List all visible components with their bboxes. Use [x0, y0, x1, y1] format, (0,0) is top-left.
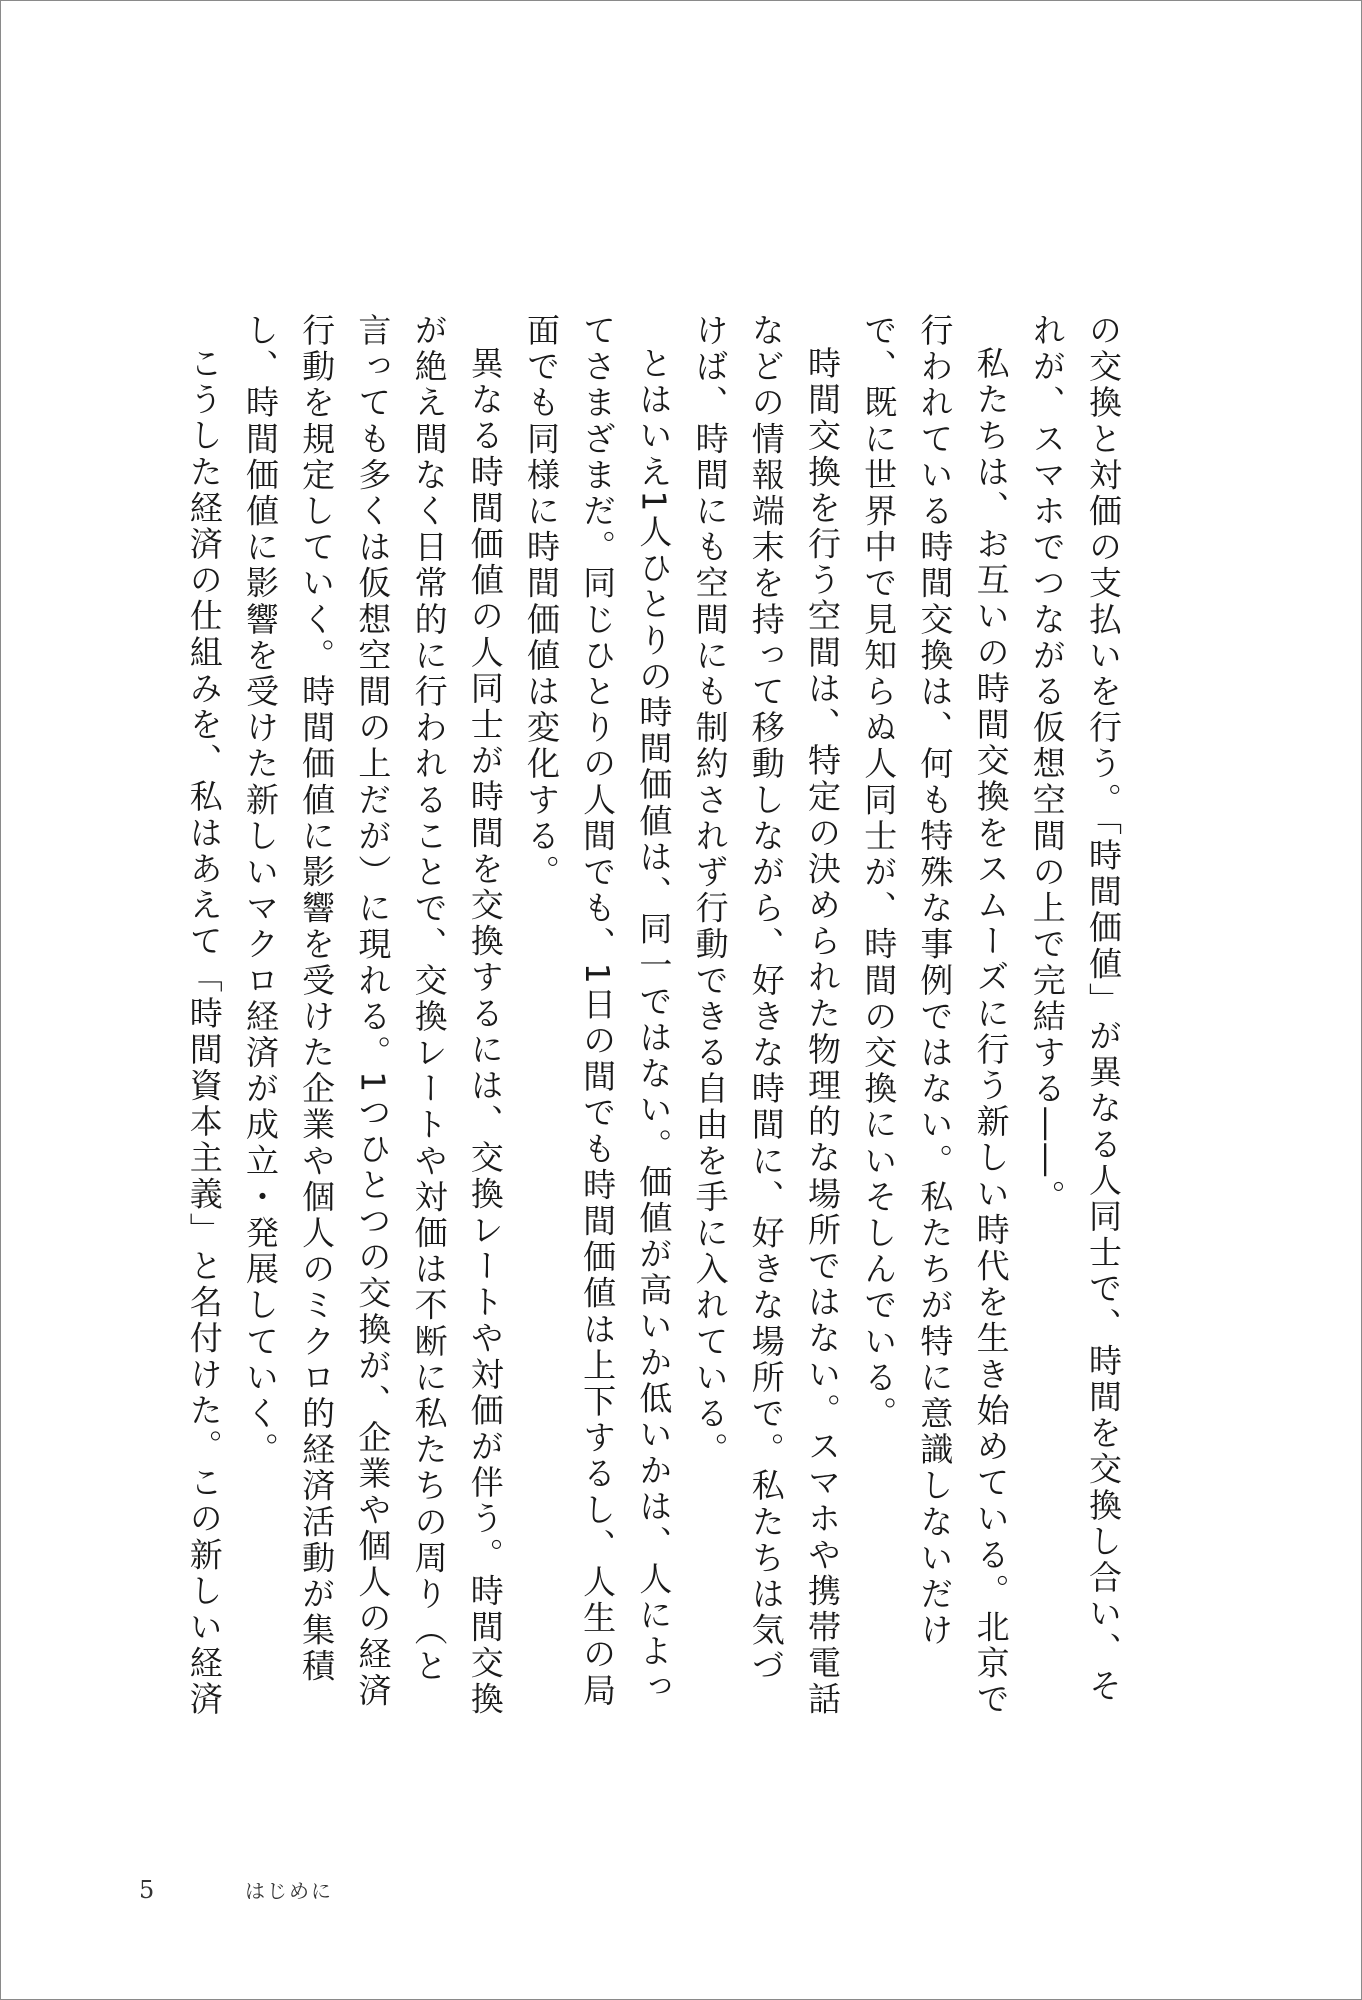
- running-head: はじめに: [245, 1879, 333, 1903]
- paragraph-3: 時間交換を行う空間は、特定の決められた物理的な場所ではない。スマホや携帯電話などの情報端末を持って移動しながら、好きな時間に、好きな場所で。私たちは気づけば、時間にも空間にも制約されず行動できる自由を手に入れている。: [690, 313, 842, 1718]
- page-number: 5: [139, 1876, 155, 1904]
- paragraph-1: の交換と対価の支払いを行う。「時間価値」が異なる人同士で、時間を交換し合い、それが、スマホでつながる仮想空間の上で完結する――。: [1027, 313, 1123, 1705]
- paragraph-6: こうした経済の仕組みを、私はあえて「時間資本主義」と名付けた。この新しい経済: [184, 346, 224, 1718]
- vertical-body-text: [171, 313, 1131, 1718]
- paragraph-2: 私たちは、お互いの時間交換をスムーズに行う新しい時代を生き始めている。北京で行われている時間交換は、何も特殊な事例ではない。私たちが特に意識しないだけで、既に世界中で見知らぬ人同士が、時間の交換にいそしんでいる。: [859, 313, 1011, 1718]
- paragraph-5: 異なる時間価値の人同士が時間を交換するには、交換レートや対価が伴う。時間交換が絶え間なく日常的に行われることで、交換レートや対価は不断に私たちの周り（と言っても多くは仮想空間の上だが）に現れる。1つひとつの交換が、企業や個人の経済行動を規定していく。時間価値に影響を受けた企業や個人のミクロ的経済活動が集積し、時間価値に影響を受けた新しいマクロ経済が成立・発展していく。: [240, 313, 505, 1718]
- paragraph-4: とはいえ1人ひとりの時間価値は、同一ではない。価値が高いか低いかは、人によってさまざまだ。同じひとりの人間でも、1日の間でも時間価値は上下するし、人生の局面でも同様に時間価値は変化する。: [521, 313, 674, 1709]
